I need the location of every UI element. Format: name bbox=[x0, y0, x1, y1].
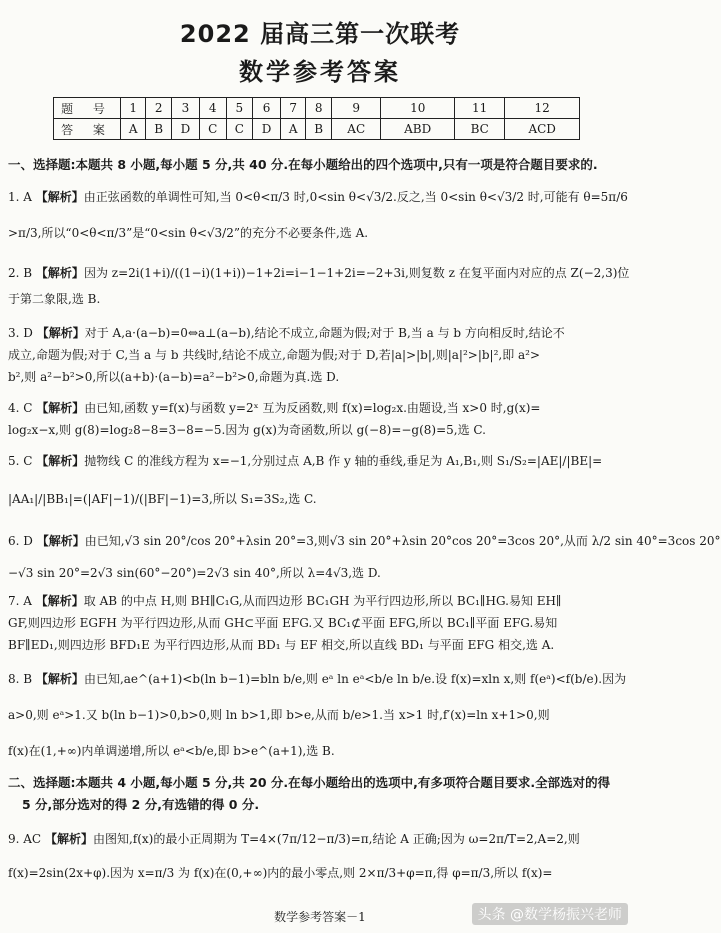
item-text: 由已知,函数 y=f(x)与函数 y=2ˣ 互为反函数,则 f(x)=log₂x.由题设,当 x>0 时,g(x)= bbox=[84, 401, 541, 415]
table-cell: 8 bbox=[306, 98, 332, 119]
item-number: 5. C bbox=[8, 454, 33, 468]
solution-item-8 bbox=[8, 668, 628, 762]
row-label-answer: 答 案 bbox=[54, 119, 121, 140]
table-cell: 9 bbox=[332, 98, 381, 119]
item-text: 对于 A,a·(a−b)=0⇔a⊥(a−b),结论不成立,命题为假;对于 B,当 a 与 b 方向相反时,结论不 bbox=[84, 326, 565, 340]
item-text: 抛物线 C 的准线方程为 x=−1,分别过点 A,B 作 y 轴的垂线,垂足为 A₁,B₁,则 S₁/S₂=|AE|/|BE|= bbox=[84, 454, 603, 468]
item-text: >π/3,所以“0<θ<π/3”是“0<sin θ<√3/2”的充分不必要条件,选 A. bbox=[8, 226, 369, 240]
item-text: GF,则四边形 EGFH 为平行四边形,从而 GH⊂平面 EFG.又 BC₁⊄平面 EFG,所以 BC₁∥平面 EFG.易知 bbox=[8, 616, 558, 630]
table-cell: 6 bbox=[253, 98, 281, 119]
table-cell: 3 bbox=[172, 98, 200, 119]
analysis-tag: 【解析】 bbox=[35, 672, 84, 686]
analysis-tag: 【解析】 bbox=[35, 266, 84, 280]
solution-item-7 bbox=[8, 590, 628, 656]
analysis-tag: 【解析】 bbox=[36, 454, 85, 468]
item-text: 于第二象限,选 B. bbox=[8, 292, 101, 306]
table-cell: 11 bbox=[455, 98, 505, 119]
table-row-answers bbox=[54, 119, 580, 140]
item-text: 因为 z=2i(1+i)/((1−i)(1+i))−1+2i=i−1−1+2i=−2+3i,则复数 z 在复平面内对应的点 Z(−2,3)位 bbox=[83, 266, 630, 280]
table-cell: 7 bbox=[281, 98, 306, 119]
item-text: log₂x−x,则 g(8)=log₂8−8=3−8=−5.因为 g(x)为奇函数,所以 g(−8)=−g(8)=5,选 C. bbox=[8, 423, 486, 437]
table-cell: 5 bbox=[226, 98, 253, 119]
table-cell: 12 bbox=[505, 98, 580, 119]
item-text: 取 AB 的中点 H,则 BH∥C₁G,从而四边形 BC₁GH 为平行四边形,所以 BC₁∥HG.易知 EH∥ bbox=[83, 594, 562, 608]
item-text: f(x)在(1,+∞)内单调递增,所以 eᵃ<b/e,即 b>e^(a+1),选 B. bbox=[8, 744, 335, 758]
table-cell: D bbox=[253, 119, 281, 140]
analysis-tag: 【解析】 bbox=[36, 401, 85, 415]
item-number: 2. B bbox=[8, 266, 33, 280]
section-heading-line: 5 分,部分选对的得 2 分,有选错的得 0 分. bbox=[22, 797, 260, 812]
table-cell: 4 bbox=[199, 98, 226, 119]
item-text: 由图知,f(x)的最小正周期为 T=4×(7π/12−π/3)=π,结论 A 正确;因为 ω=2π/T=2,A=2,则 bbox=[92, 832, 580, 846]
table-cell: D bbox=[172, 119, 200, 140]
table-cell: A bbox=[121, 119, 146, 140]
item-text: f(x)=2sin(2x+φ).因为 x=π/3 为 f(x)在(0,+∞)内的最小零点,则 2×π/3+φ=π,得 φ=π/3,所以 f(x)= bbox=[8, 866, 553, 880]
page-title: 2022 届高三第一次联考 bbox=[179, 20, 461, 48]
item-number: 9. AC bbox=[8, 832, 42, 846]
item-number: 3. D bbox=[8, 326, 33, 340]
table-cell: B bbox=[146, 119, 172, 140]
solution-item-3 bbox=[8, 322, 628, 388]
solution-item-2 bbox=[8, 262, 628, 310]
solution-item-9 bbox=[8, 828, 628, 884]
watermark: 头条 @数学杨振兴老师 bbox=[472, 903, 628, 925]
table-cell: 10 bbox=[381, 98, 455, 119]
item-number: 4. C bbox=[8, 401, 33, 415]
table-cell: C bbox=[226, 119, 253, 140]
table-cell: AC bbox=[332, 119, 381, 140]
analysis-tag: 【解析】 bbox=[35, 190, 84, 204]
solution-item-1 bbox=[8, 186, 628, 244]
section-heading-2 bbox=[8, 772, 632, 816]
table-cell: 2 bbox=[146, 98, 172, 119]
page-footer: 数学参考答案－1 bbox=[274, 910, 366, 924]
solution-item-6 bbox=[8, 530, 721, 584]
item-text: b²,则 a²−b²>0,所以(a+b)·(a−b)=a²−b²>0,命题为真.选 D. bbox=[8, 370, 340, 384]
row-label-number: 题 号 bbox=[54, 98, 121, 119]
item-number: 6. D bbox=[8, 534, 33, 548]
table-cell: 1 bbox=[121, 98, 146, 119]
answer-table bbox=[53, 97, 580, 140]
table-cell: BC bbox=[455, 119, 505, 140]
analysis-tag: 【解析】 bbox=[35, 594, 84, 608]
table-cell: ABD bbox=[381, 119, 455, 140]
analysis-tag: 【解析】 bbox=[44, 832, 93, 846]
item-text: a>0,则 eᵃ>1.又 b(ln b−1)>0,b>0,则 ln b>1,即 b>e,从而 b/e>1.当 x>1 时,f′(x)=ln x+1>0,则 bbox=[8, 708, 550, 722]
item-text: 由已知,ae^(a+1)<b(ln b−1)=bln b/e,则 eᵃ ln eᵃ<b/e ln b/e.设 f(x)=xln x,则 f(eᵃ)<f(b/e).因为 bbox=[83, 672, 627, 686]
analysis-tag: 【解析】 bbox=[36, 534, 85, 548]
item-text: BF∥ED₁,则四边形 BFD₁E 为平行四边形,从而 BD₁ 与 EF 相交,所以直线 BD₁ 与平面 EFG 相交,选 A. bbox=[8, 638, 555, 652]
page-subtitle: 数学参考答案 bbox=[239, 58, 401, 86]
section-heading-line: 二、选择题:本题共 4 小题,每小题 5 分,共 20 分.在每小题给出的选项中,有多项符合题目要求.全部选对的得 bbox=[8, 775, 611, 790]
item-text: 由已知,√3 sin 20°/cos 20°+λsin 20°=3,则√3 sin 20°+λsin 20°cos 20°=3cos 20°,从而 λ/2 sin 40°=3cos 20° bbox=[84, 534, 721, 548]
solution-item-5 bbox=[8, 450, 628, 510]
item-text: |AA₁|/|BB₁|=(|AF|−1)/(|BF|−1)=3,所以 S₁=3S₂,选 C. bbox=[8, 492, 317, 506]
table-row-numbers bbox=[54, 98, 580, 119]
table-cell: A bbox=[281, 119, 306, 140]
table-cell: B bbox=[306, 119, 332, 140]
item-number: 7. A bbox=[8, 594, 32, 608]
item-text: 由正弦函数的单调性可知,当 0<θ<π/3 时,0<sin θ<√3/2.反之,当 0<sin θ<√3/2 时,可能有 θ=5π/6 bbox=[83, 190, 628, 204]
analysis-tag: 【解析】 bbox=[36, 326, 85, 340]
item-text: 成立,命题为假;对于 C,当 a 与 b 共线时,结论不成立,命题为假;对于 D,若|a|>|b|,则|a|²>|b|²,即 a²> bbox=[8, 348, 541, 362]
item-number: 8. B bbox=[8, 672, 33, 686]
section-heading-1: 一、选择题:本题共 8 小题,每小题 5 分,共 40 分.在每小题给出的四个选项中,只有一项是符合题目要求的. bbox=[8, 157, 598, 172]
item-number: 1. A bbox=[8, 190, 32, 204]
table-cell: ACD bbox=[505, 119, 580, 140]
table-cell: C bbox=[199, 119, 226, 140]
item-text: −√3 sin 20°=2√3 sin(60°−20°)=2√3 sin 40°,所以 λ=4√3,选 D. bbox=[8, 566, 381, 580]
solution-item-4 bbox=[8, 397, 628, 441]
